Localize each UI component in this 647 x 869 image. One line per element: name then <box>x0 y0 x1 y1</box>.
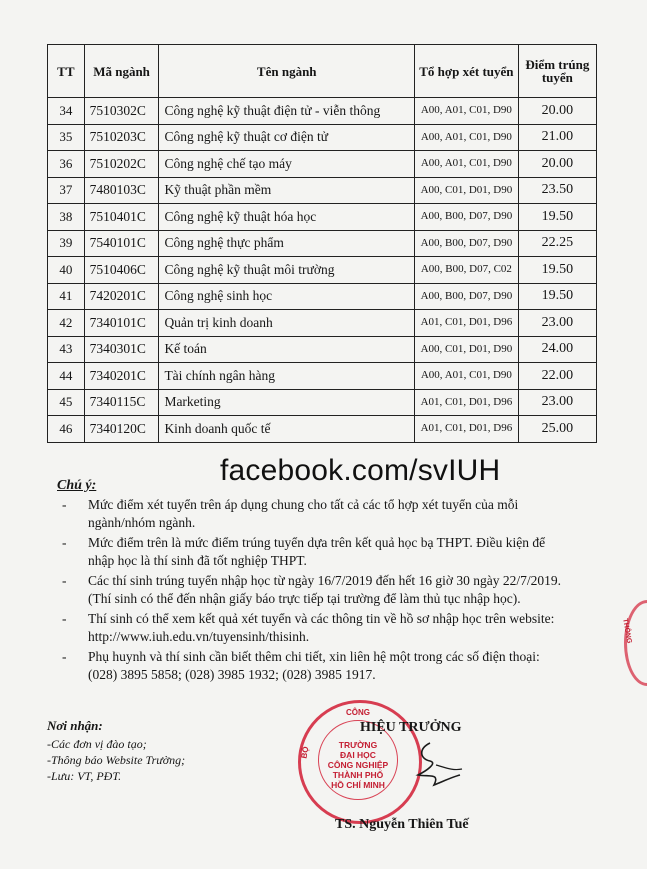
note-item <box>62 572 602 608</box>
note-bullet: - <box>62 573 67 588</box>
cell-code: 7340120C <box>84 416 159 443</box>
table-row <box>48 204 597 231</box>
header-score: Điểm trúng tuyển <box>518 45 596 98</box>
cell-name: Marketing <box>159 389 415 416</box>
table-row <box>48 283 597 310</box>
table-row <box>48 124 597 151</box>
note-item <box>62 610 602 646</box>
cell-tt: 38 <box>48 204 85 231</box>
header-combo: Tổ hợp xét tuyển <box>415 45 519 98</box>
note-line: nhập học là thí sinh đã tốt nghiệp THPT. <box>88 553 307 568</box>
note-item <box>62 496 602 532</box>
cell-name: Công nghệ kỹ thuật môi trường <box>159 257 415 284</box>
cell-code: 7510401C <box>84 204 159 231</box>
table-row <box>48 98 597 125</box>
cell-code: 7340101C <box>84 310 159 337</box>
cell-tt: 39 <box>48 230 85 257</box>
cell-score: 19.50 <box>518 204 596 231</box>
table-row <box>48 416 597 443</box>
seal-line: TRƯỜNG <box>338 740 378 750</box>
seal-line: CÔNG NGHIỆP <box>327 760 389 770</box>
edge-stamp-text: THÔNG <box>621 618 633 645</box>
cell-code: 7510406C <box>84 257 159 284</box>
cell-tt: 36 <box>48 151 85 178</box>
cell-code: 7510203C <box>84 124 159 151</box>
note-line: (028) 3895 5858; (028) 3985 1932; (028) 3985 1917. <box>88 667 376 682</box>
cell-score: 19.50 <box>518 257 596 284</box>
cell-score: 25.00 <box>518 416 596 443</box>
cell-score: 23.00 <box>518 389 596 416</box>
table-row <box>48 230 597 257</box>
seal-center-text <box>310 740 406 790</box>
cell-combo: A00, B00, D07, C02 <box>415 257 519 284</box>
note-line: Các thí sinh trúng tuyển nhập học từ ngày 16/7/2019 đến hết 16 giờ 30 ngày 22/7/2019. <box>88 573 562 588</box>
cell-code: 7540101C <box>84 230 159 257</box>
cell-score: 24.00 <box>518 336 596 363</box>
cell-combo: A01, C01, D01, D96 <box>415 389 519 416</box>
cell-code: 7420201C <box>84 283 159 310</box>
note-bullet: - <box>62 535 67 550</box>
note-line: Thí sinh có thể xem kết quả xét tuyển và các thông tin về hồ sơ nhập học trên website: <box>88 611 555 626</box>
note-line: Phụ huynh và thí sinh cần biết thêm chi tiết, xin liên hệ một trong các số điện thoại: <box>88 649 540 664</box>
cell-tt: 42 <box>48 310 85 337</box>
cell-name: Công nghệ chế tạo máy <box>159 151 415 178</box>
cell-tt: 35 <box>48 124 85 151</box>
cell-tt: 41 <box>48 283 85 310</box>
cell-score: 22.00 <box>518 363 596 390</box>
cell-name: Công nghệ kỹ thuật hóa học <box>159 204 415 231</box>
recipients-list <box>47 736 185 784</box>
note-bullet: - <box>62 649 67 664</box>
cell-name: Công nghệ kỹ thuật cơ điện tử <box>159 124 415 151</box>
header-code: Mã ngành <box>84 45 159 98</box>
cell-code: 7340301C <box>84 336 159 363</box>
cell-name: Tài chính ngân hàng <box>159 363 415 390</box>
cell-tt: 45 <box>48 389 85 416</box>
cell-tt: 46 <box>48 416 85 443</box>
cell-combo: A00, A01, C01, D90 <box>415 124 519 151</box>
cell-tt: 44 <box>48 363 85 390</box>
cell-score: 22.25 <box>518 230 596 257</box>
cell-combo: A00, B00, D07, D90 <box>415 204 519 231</box>
cell-tt: 43 <box>48 336 85 363</box>
cell-combo: A01, C01, D01, D96 <box>415 416 519 443</box>
notes-title: Chú ý: <box>57 478 97 493</box>
facebook-watermark: facebook.com/svIUH <box>220 454 501 487</box>
table-row <box>48 363 597 390</box>
note-line: Mức điểm xét tuyển trên áp dụng chung cho tất cả các tổ hợp xét tuyển của mỗi <box>88 497 519 512</box>
table-row <box>48 310 597 337</box>
cell-code: 7510302C <box>84 98 159 125</box>
recipient-item: -Thông báo Website Trường; <box>47 753 186 767</box>
cell-name: Công nghệ thực phẩm <box>159 230 415 257</box>
cell-combo: A00, A01, C01, D90 <box>415 98 519 125</box>
cell-name: Công nghệ kỹ thuật điện tử - viễn thông <box>159 98 415 125</box>
cell-code: 7480103C <box>84 177 159 204</box>
cell-name: Quản trị kinh doanh <box>159 310 415 337</box>
cell-combo: A00, A01, C01, D90 <box>415 363 519 390</box>
note-line: Mức điểm trên là mức điểm trúng tuyển dựa trên kết quả học bạ THPT. Điều kiện để <box>88 535 546 550</box>
note-bullet: - <box>62 497 67 512</box>
table-header-row <box>48 45 597 98</box>
table-row <box>48 257 597 284</box>
cell-combo: A00, B00, D07, D90 <box>415 283 519 310</box>
recipient-item: -Các đơn vị đào tạo; <box>47 737 147 751</box>
header-tt: TT <box>48 45 85 98</box>
signer-name: TS. Nguyễn Thiên Tuế <box>335 817 469 832</box>
cell-score: 23.50 <box>518 177 596 204</box>
table-row <box>48 389 597 416</box>
cell-code: 7510202C <box>84 151 159 178</box>
table-row <box>48 336 597 363</box>
cell-combo: A01, C01, D01, D96 <box>415 310 519 337</box>
seal-side-text: BỘ <box>299 745 311 760</box>
signer-title: HIỆU TRƯỞNG <box>360 720 462 735</box>
table-row <box>48 151 597 178</box>
cell-tt: 37 <box>48 177 85 204</box>
seal-line: ĐẠI HỌC <box>340 750 376 760</box>
table-body <box>48 98 597 443</box>
notes-list <box>62 496 602 686</box>
seal-top-text: CÔNG <box>346 708 370 717</box>
seal-line: THÀNH PHỐ <box>332 770 384 780</box>
seal-line: HỒ CHÍ MINH <box>331 780 385 790</box>
signature-icon <box>400 735 470 795</box>
cell-tt: 40 <box>48 257 85 284</box>
cell-name: Kế toán <box>159 336 415 363</box>
cell-code: 7340201C <box>84 363 159 390</box>
table-row <box>48 177 597 204</box>
note-item <box>62 648 602 684</box>
note-bullet: - <box>62 611 67 626</box>
cell-tt: 34 <box>48 98 85 125</box>
cell-combo: A00, A01, C01, D90 <box>415 151 519 178</box>
cell-name: Công nghệ sinh học <box>159 283 415 310</box>
note-line: ngành/nhóm ngành. <box>88 515 196 530</box>
cell-code: 7340115C <box>84 389 159 416</box>
cell-name: Kỹ thuật phần mềm <box>159 177 415 204</box>
cell-score: 20.00 <box>518 151 596 178</box>
recipients-title: Nơi nhận: <box>47 718 103 733</box>
note-line: http://www.iuh.edu.vn/tuyensinh/thisinh. <box>88 629 310 644</box>
cell-combo: A00, C01, D01, D90 <box>415 177 519 204</box>
note-item <box>62 534 602 570</box>
recipient-item: -Lưu: VT, PĐT. <box>47 769 122 783</box>
cell-name: Kinh doanh quốc tế <box>159 416 415 443</box>
cell-score: 23.00 <box>518 310 596 337</box>
note-line: (Thí sinh có thể đến nhận giấy báo trực tiếp tại trường để làm thủ tục nhập học). <box>88 591 521 606</box>
header-name: Tên ngành <box>159 45 415 98</box>
cell-score: 19.50 <box>518 283 596 310</box>
cell-combo: A00, C01, D01, D90 <box>415 336 519 363</box>
cell-combo: A00, B00, D07, D90 <box>415 230 519 257</box>
cell-score: 20.00 <box>518 98 596 125</box>
cell-score: 21.00 <box>518 124 596 151</box>
admission-score-table <box>47 44 597 443</box>
